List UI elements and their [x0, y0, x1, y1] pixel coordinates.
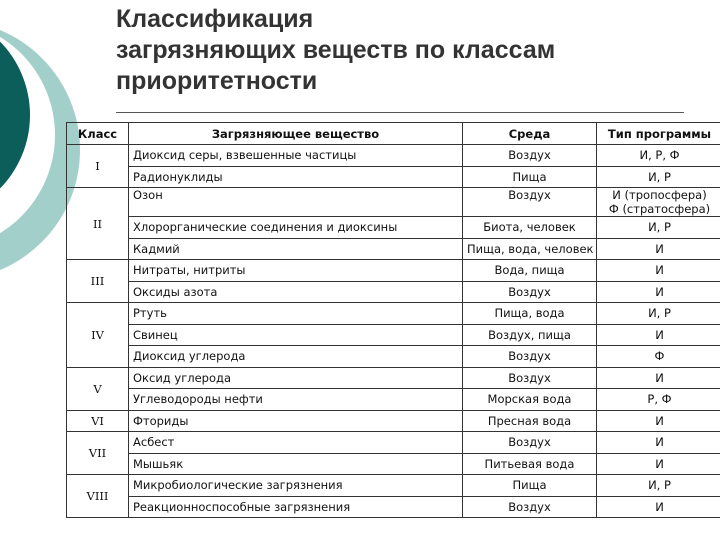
environment-cell: Пресная вода — [463, 410, 597, 432]
slide-title-line: загрязняющих веществ по классам — [116, 36, 556, 64]
table-row — [67, 145, 720, 167]
program-line: Ф (стратосфера) — [608, 202, 711, 216]
environment-cell: Воздух — [463, 367, 597, 389]
table-row — [67, 260, 720, 282]
class-cell: IV — [67, 303, 129, 368]
class-cell: VII — [67, 432, 129, 475]
substance-cell: Ртуть — [129, 303, 463, 325]
substance-cell: Диоксид серы, взвешенные частицы — [129, 145, 463, 167]
environment-cell: Воздух — [463, 145, 597, 167]
substance-cell: Фториды — [129, 410, 463, 432]
environment-cell: Вода, пища — [463, 260, 597, 282]
program-cell: И — [597, 367, 720, 389]
table-row — [67, 166, 720, 188]
program-cell: И — [597, 410, 720, 432]
header-substance: Загрязняющее вещество — [129, 123, 463, 145]
environment-cell: Воздух — [463, 188, 597, 217]
program-cell: И, Р — [597, 303, 720, 325]
program-cell — [597, 188, 720, 217]
class-cell: V — [67, 367, 129, 410]
substance-cell: Оксиды азота — [129, 281, 463, 303]
table-row — [67, 475, 720, 497]
slide-title — [116, 4, 555, 97]
substance-cell: Кадмий — [129, 238, 463, 260]
class-cell: III — [67, 260, 129, 303]
environment-cell: Пища — [463, 166, 597, 188]
table-row — [67, 217, 720, 239]
environment-cell: Пища, вода — [463, 303, 597, 325]
substance-cell: Озон — [129, 188, 463, 217]
program-line: И (тропосфера) — [612, 188, 707, 202]
table-row — [67, 238, 720, 260]
table-row — [67, 324, 720, 346]
environment-cell: Морская вода — [463, 389, 597, 411]
table-row — [67, 281, 720, 303]
program-cell: Ф — [597, 346, 720, 368]
program-cell: Р, Ф — [597, 389, 720, 411]
program-cell: И — [597, 432, 720, 454]
environment-cell: Воздух — [463, 346, 597, 368]
environment-cell: Биота, человек — [463, 217, 597, 239]
substance-cell: Свинец — [129, 324, 463, 346]
header-class: Класс — [67, 123, 129, 145]
pollutant-classification-table — [66, 122, 720, 518]
table-row — [67, 367, 720, 389]
substance-cell: Диоксид углерода — [129, 346, 463, 368]
table-row — [67, 303, 720, 325]
class-cell: VIII — [67, 475, 129, 518]
program-cell: И — [597, 281, 720, 303]
environment-cell: Воздух — [463, 496, 597, 518]
table-row — [67, 346, 720, 368]
substance-cell: Асбест — [129, 432, 463, 454]
slide-title-line: приоритетности — [116, 67, 318, 95]
program-cell: И, Р — [597, 475, 720, 497]
environment-cell: Питьевая вода — [463, 453, 597, 475]
class-cell: II — [67, 188, 129, 260]
substance-cell: Нитраты, нитриты — [129, 260, 463, 282]
slide-title-line: Классификация — [116, 5, 314, 33]
program-cell: И — [597, 238, 720, 260]
environment-cell: Пища — [463, 475, 597, 497]
environment-cell: Пища, вода, человек — [463, 238, 597, 260]
substance-cell: Радионуклиды — [129, 166, 463, 188]
substance-cell: Углеводороды нефти — [129, 389, 463, 411]
substance-cell: Реакционноспособные загрязнения — [129, 496, 463, 518]
program-cell: И, Р — [597, 217, 720, 239]
program-cell: И — [597, 260, 720, 282]
program-cell: И — [597, 324, 720, 346]
table-row — [67, 432, 720, 454]
program-cell: И, Р, Ф — [597, 145, 720, 167]
environment-cell: Воздух, пища — [463, 324, 597, 346]
environment-cell: Воздух — [463, 432, 597, 454]
table-header-row — [67, 123, 720, 145]
environment-cell: Воздух — [463, 281, 597, 303]
table-row — [67, 496, 720, 518]
substance-cell: Мышьяк — [129, 453, 463, 475]
header-environment: Среда — [463, 123, 597, 145]
table-row — [67, 453, 720, 475]
header-program: Тип программы — [597, 123, 720, 145]
substance-cell: Хлорорганические соединения и диоксины — [129, 217, 463, 239]
substance-cell: Оксид углерода — [129, 367, 463, 389]
title-underline — [116, 112, 684, 113]
table-row — [67, 188, 720, 217]
table-row — [67, 410, 720, 432]
substance-cell: Микробиологические загрязнения — [129, 475, 463, 497]
class-cell: I — [67, 145, 129, 188]
class-cell: VI — [67, 410, 129, 432]
program-cell: И — [597, 496, 720, 518]
program-cell: И, Р — [597, 166, 720, 188]
table-row — [67, 389, 720, 411]
program-cell: И — [597, 453, 720, 475]
